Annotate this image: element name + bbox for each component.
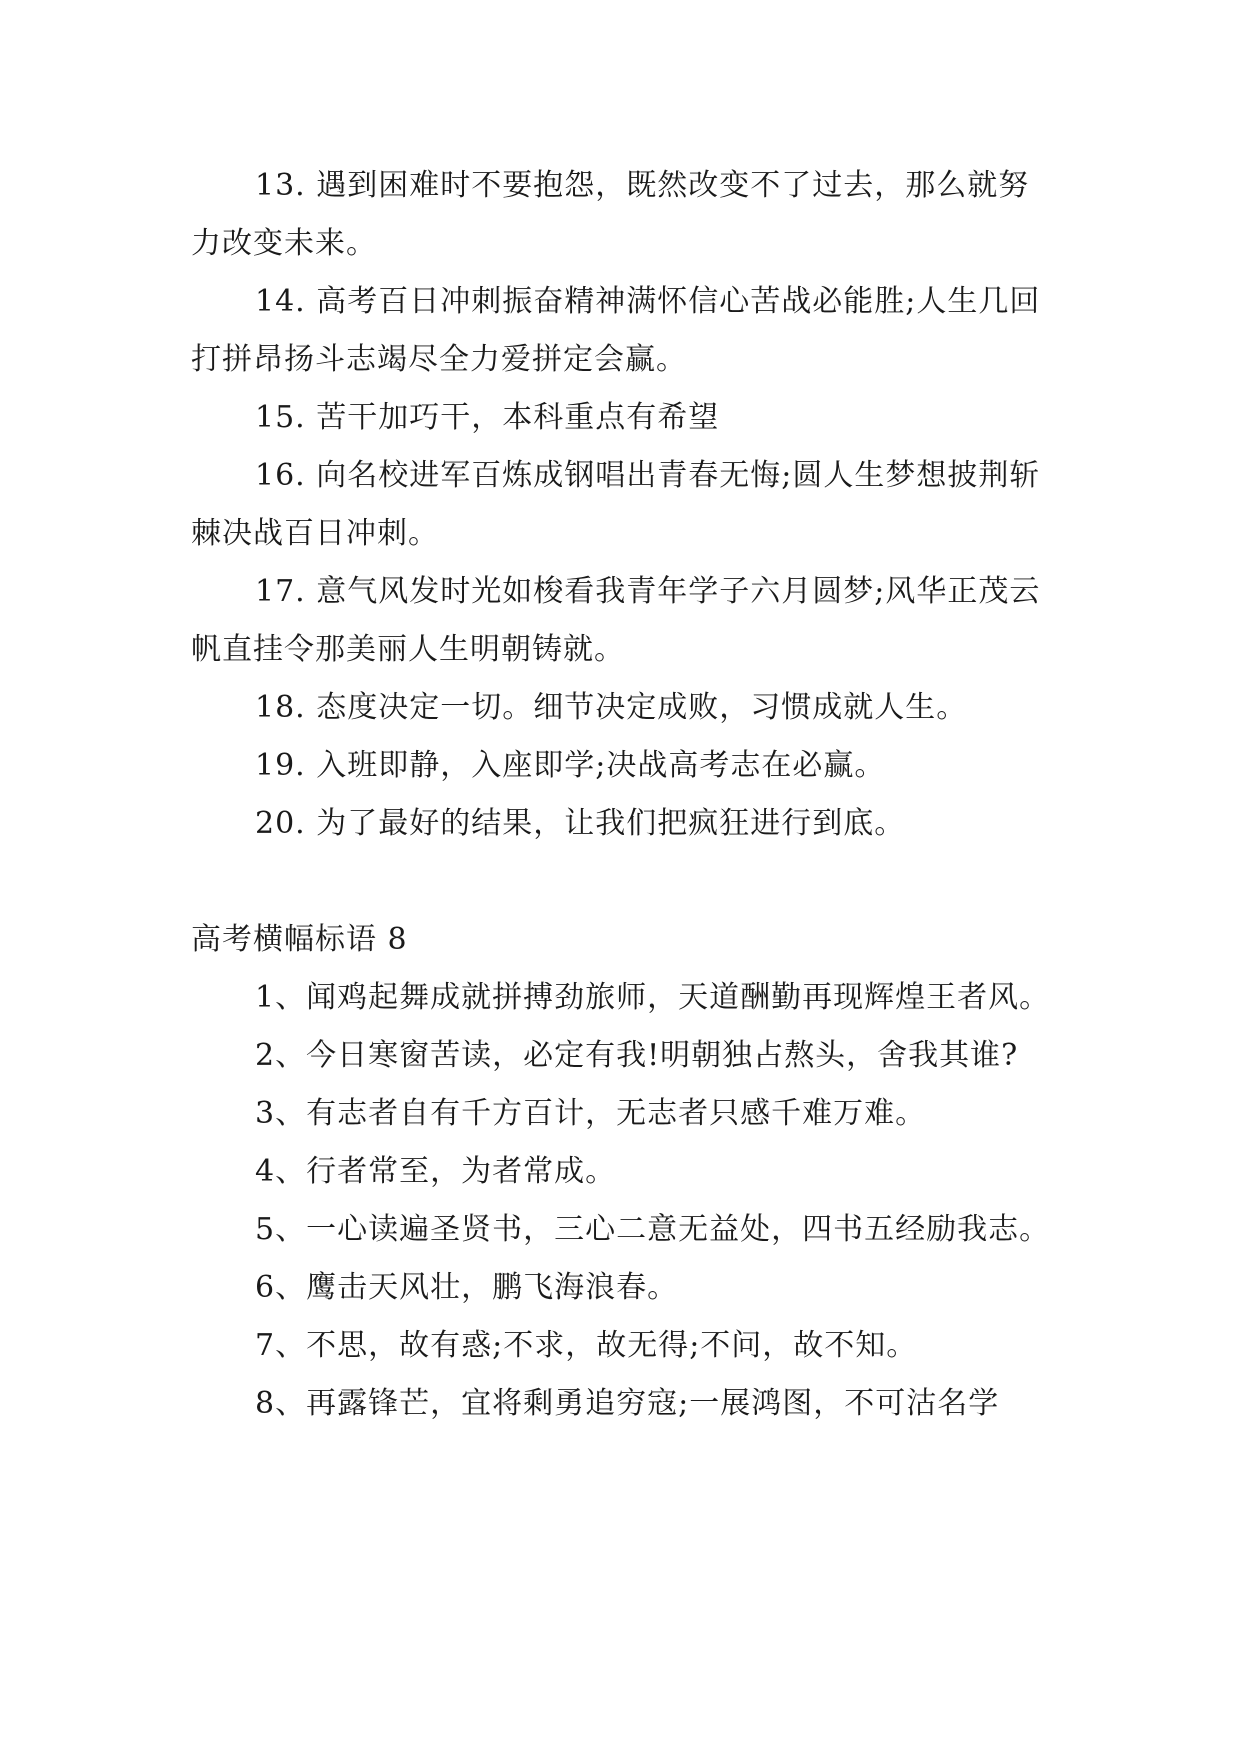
list-item: 19. 入班即静，入座即学;决战高考志在必赢。 xyxy=(255,748,886,783)
list-item: 15. 苦干加巧干，本科重点有希望 xyxy=(255,400,720,435)
list-item: 13. 遇到困难时不要抱怨，既然改变不了过去，那么就努力改变未来。 xyxy=(191,168,1030,261)
list-item: 6、鹰击天风壮，鹏飞海浪春。 xyxy=(255,1270,679,1305)
list-item: 4、行者常至，为者常成。 xyxy=(255,1154,617,1189)
section-heading: 高考横幅标语 8 xyxy=(191,922,408,957)
list-item: 2、今日寒窗苦读，必定有我!明朝独占熬头，舍我其谁? xyxy=(255,1038,1019,1073)
list-item: 14. 高考百日冲刺振奋精神满怀信心苦战必能胜;人生几回打拼昂扬斗志竭尽全力爱拼定会赢。 xyxy=(191,284,1041,377)
list-item: 17. 意气风发时光如梭看我青年学子六月圆梦;风华正茂云帆直挂令那美丽人生明朝铸就。 xyxy=(191,574,1041,667)
list-item: 20. 为了最好的结果，让我们把疯狂进行到底。 xyxy=(255,806,906,841)
list-item: 18. 态度决定一切。细节决定成败，习惯成就人生。 xyxy=(255,690,968,725)
list-item: 16. 向名校进军百炼成钢唱出青春无悔;圆人生梦想披荆斩棘决战百日冲刺。 xyxy=(191,458,1041,551)
list-item: 5、一心读遍圣贤书，三心二意无益处，四书五经励我志。 xyxy=(255,1212,1051,1247)
section-spacer xyxy=(191,853,1051,911)
list-item: 3、有志者自有千方百计，无志者只感千难万难。 xyxy=(255,1096,927,1131)
document-body xyxy=(191,157,1051,1433)
list-item: 7、不思，故有惑;不求，故无得;不问，故不知。 xyxy=(255,1328,918,1363)
list-item: 1、闻鸡起舞成就拼搏劲旅师，天道酬勤再现辉煌王者风。 xyxy=(255,980,1051,1015)
list-item: 8、再露锋芒，宜将剩勇追穷寇;一展鸿图，不可沽名学 xyxy=(255,1386,1000,1421)
